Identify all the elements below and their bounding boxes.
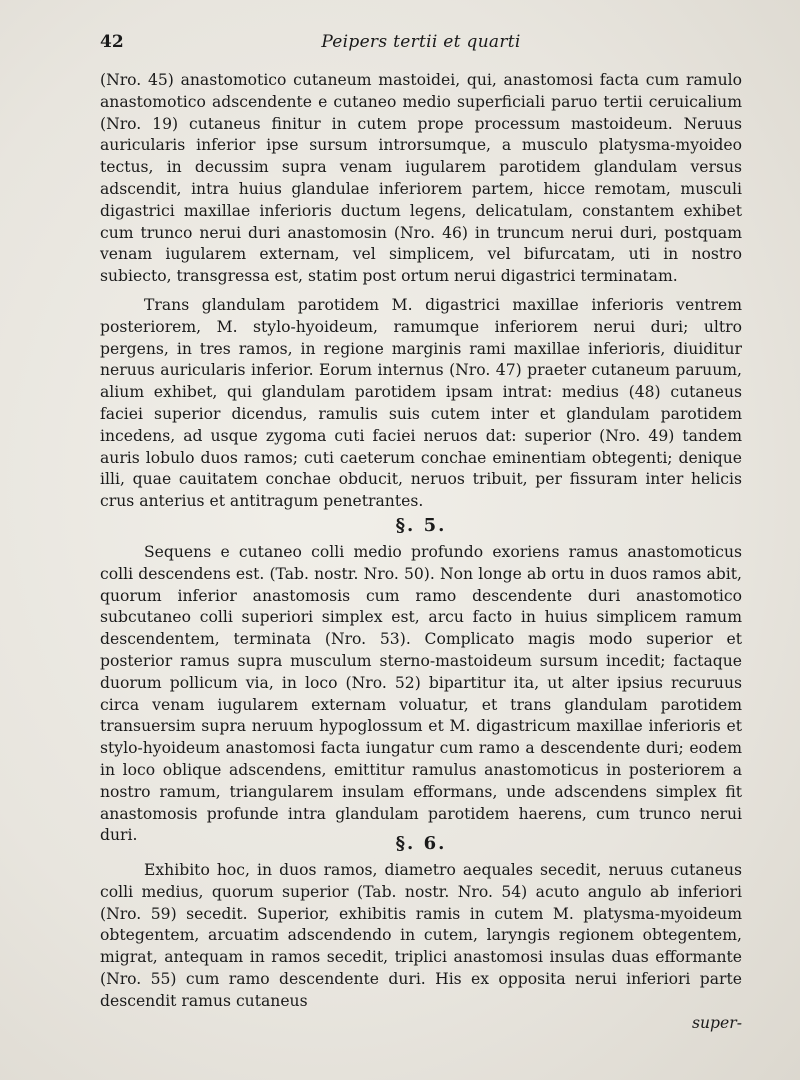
running-title: Peipers tertii et quarti <box>321 32 521 52</box>
section-heading-5: §. 5. <box>395 515 447 536</box>
paragraph-4-text: Exhibito hoc, in duos ramos, diametro aequales secedit, neruus cutaneus colli medius, quorum superior (Tab. nostr. Nro. 54) acuto angulo ab inferiori (Nro. 59) secedit. Superior, exhibitis ramis in cutem M. platysma-myoideum obtegentem, arcuatim adscendendo in cutem, laryngis regionem obtegentem, migrat, antequam in ramos secedit, triplici anastomosi insulas duas efformante (Nro. 55) cum ramo descendente duri. His ex opposita nerui inferiori parte descendit ramus cutaneus <box>100 861 742 1010</box>
section-heading-6: §. 6. <box>395 833 447 854</box>
paragraph-4 <box>100 860 742 1034</box>
paragraph-1 <box>100 70 742 288</box>
catchword: super- <box>692 1013 742 1032</box>
paragraph-2-text: Trans glandulam parotidem M. digastrici maxillae inferioris ventrem posteriorem, M. stylo-hyoideum, ramumque inferiorem nerui duri; ultro pergens, in tres ramos, in regione marginis rami maxillae inferioris, diuiditur neruus auricularis inferior. Eorum internus (Nro. 47) praeter cutaneum paruum, alium exhibet, qui glandulam parotidem ipsam intrat: medius (48) cutaneus faciei superior dicendus, ramulis suis cutem inter et glandulam parotidem incedens, ad usque zygoma cuti faciei neruos dat: superior (Nro. 49) tandem auris lobulo duos ramos; cuti caeterum conchae eminentiam obtegenti; denique illi, quae cauitatem conchae obducit, neruos tribuit, per fissuram inter helicis crus anterius et antitragum penetrantes. <box>100 296 742 511</box>
paragraph-3-text: Sequens e cutaneo colli medio profundo exoriens ramus anastomoticus colli descendens est. (Tab. nostr. Nro. 50). Non longe ab ortu in duos ramos abit, quorum inferior anastomosis cum ramo descendente duri anastomotico subcutaneo colli superiori simplex est, arcu facto in huius simplicem ramum descendentem, terminata (Nro. 53). Complicato magis modo superior et posterior ramus supra musculum sterno-mastoideum sursum incedit; factaque duorum pollicum via, in loco (Nro. 52) bipartitur ita, ut alter ipsius recuruus circa venam iugularem externam voluatur, et trans glandulam parotidem transuersim supra neruum hypoglossum et M. digastricum maxillae inferioris et stylo-hyoideum anastomosi facta iungatur cum ramo a descendente duri; eodem in loco oblique adscendens, emittitur ramulus anastomoticus in posteriorem a nostro ramum, triangularem insulam efformans, unde adscendens simplex fit anastomosis profunde intra glandulam parotidem haerens, cum trunco nerui duri. <box>100 543 742 845</box>
page-header <box>100 32 742 60</box>
paragraph-1-text: (Nro. 45) anastomotico cutaneum mastoidei, qui, anastomosi facta cum ramulo anastomotico adscendente e cutaneo medio superficiali paruo tertii ceruicalium (Nro. 19) cutaneus finitur in cutem prope processum mastoideum. Neruus auricularis inferior ipse sursum introrsumque, a musculo platysma-myoideo tectus, in decussim supra venam iugularem parotidem glandulam versus adscendit, intra huius glandulae inferiorem partem, hicce remotam, musculi digastrici maxillae inferioris ductum legens, delicatulam, constantem exhibet cum trunco nerui duri anastomosin (Nro. 46) in truncum nerui duri, postquam venam iugularem externam, vel simplicem, vel bifurcatam, uti in nostro subiecto, transgressa est, statim post ortum nerui digastrici terminatam. <box>100 71 742 286</box>
page-number: 42 <box>100 32 124 52</box>
paragraph-2 <box>100 295 742 513</box>
paragraph-3 <box>100 542 742 847</box>
